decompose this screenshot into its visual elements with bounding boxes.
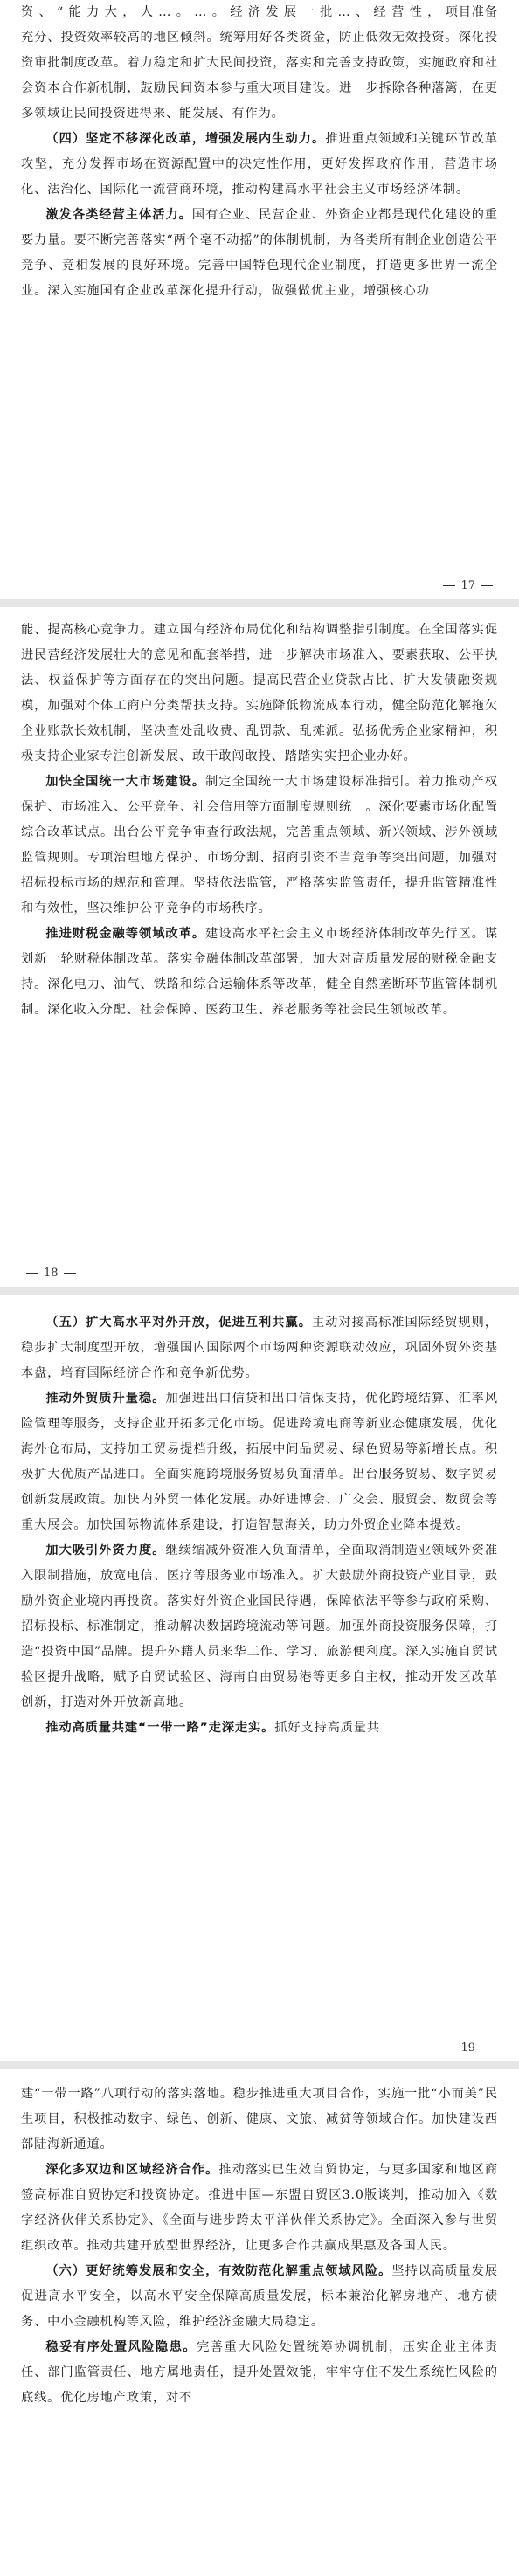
paragraph <box>21 1386 498 1538</box>
paragraph <box>21 922 498 1023</box>
page-divider <box>0 1287 519 1295</box>
paragraph-lead: 激发各类经营主体活力。 <box>45 208 192 222</box>
paragraph <box>21 2259 498 2335</box>
page-number <box>21 1264 498 1281</box>
paragraph-text: 能、提高核心竞争力。建立国有经济布局优化和结构调整指引制度。在全国落实促进民营经济发展壮大的意见和配套举措，进一步解决市场准入、要素获取、公平执法、权益保护等方面存在的突出问题。提高民营企业贷款占比、扩大发债融资规模，加强对个体工商户分类帮扶支持。实施降低物流成本行动，健全防范化解拖欠企业账款长效机制，坚决查处乱收费、乱罚款、乱摊派。弘扬优秀企业家精神，积极支持企业家专注创新发展、敢干敢闯敢投、踏踏实实把企业办好。 <box>21 623 498 763</box>
document-page-17 <box>0 0 519 575</box>
paragraph-text: 抓好支持高质量共 <box>274 1721 380 1735</box>
paragraph-lead: 稳妥有序处置风险隐患。 <box>45 2340 197 2354</box>
document-page-19 <box>0 1303 519 2037</box>
paragraph-text: 资 、 “ 能 力 大 ， 人 … 。 … 。 经 济 发 展 一 批 … 、 经 营 性 ， 项目准备充分、投资效率较高的地区倾斜。统筹用好各类资金，防止低效无效投资。深化投资审批制度改革。着力稳定和扩大民间投资，落实和完善支持政策，实施政府和社会资本合作新机制，鼓励民间资本参与重大项目建设。进一步拆除各种藩篱，在更多领域让民间投资进得来、能发展、有作为。 <box>21 5 498 121</box>
paragraph-text: 制定全国统一大市场建设标准指引。着力推动产权保护、市场准入、公平竞争、社会信用等方面制度规则统一。深化要素市场化配置综合改革试点。出台公平竞争审查行政法规，完善重点领域、新兴领域、涉外领域监管规则。专项治理地方保护、市场分割、招商引资不当竞争等突出问题，加强对招标投标市场的规范和管理。坚持依法监管，严格落实监管责任，提升监管精准性和有效性，坚决维护公平竞争的市场秩序。 <box>21 775 498 915</box>
page-divider <box>0 599 519 607</box>
paragraph-lead: 加大吸引外资力度。 <box>45 1544 166 1557</box>
paragraph-lead: 推动外贸质升量稳。 <box>45 1392 166 1405</box>
page-divider <box>0 2061 519 2069</box>
page-number-text: 19 <box>460 2041 475 2055</box>
paragraph-text: 建“一带一路”八项行动的落实落地。稳步推进重大项目合作，实施一批“小而美”民生项目，积极推动数字、绿色、创新、健康、文旅、减贫等领域合作。加快建设西部陆海新通道。 <box>21 2087 498 2151</box>
page-number-text: 17 <box>460 578 475 592</box>
paragraph <box>21 1716 498 1741</box>
paragraph <box>21 1538 498 1716</box>
paragraph <box>21 618 498 770</box>
paragraph-lead: 深化多双边和区域经济合作。 <box>45 2163 219 2177</box>
paragraph <box>21 1310 498 1386</box>
section-heading: （六）更好统筹发展和安全，有效防范化解重点领域风险。 <box>45 2264 392 2278</box>
paragraph <box>21 2335 498 2411</box>
page-number <box>0 577 498 594</box>
section-heading: （五）扩大高水平对外开放，促进互利共赢。 <box>45 1316 312 1329</box>
page-number-text: 18 <box>44 1266 59 1280</box>
paragraph-text: 推动落实已生效自贸协定，与更多国家和地区商签高标准自贸协定和投资协定。推进中国—东盟自贸区3.0版谈判，推动加入《数字经济伙伴关系协定》、《全面与进步跨太平洋伙伴关系协定》。全面深入参与世贸组织改革。推动共建开放型世界经济，让更多合作共赢成果惠及各国人民。 <box>21 2163 499 2253</box>
paragraph-text: 加强进出口信贷和出口信保支持，优化跨境结算、汇率风险管理等服务，支持企业开拓多元化市场。促进跨境电商等新业态健康发展，优化海外仓布局，支持加工贸易提档升级，拓展中间品贸易、绿色贸易等新增长点。积极扩大优质产品进口。全面实施跨境服务贸易负面清单。出台服务贸易、数字贸易创新发展政策。加快内外贸一体化发展。办好进博会、广交会、服贸会、数贸会等重大展会。加快国际物流体系建设，打造智慧海关，助力外贸企业降本提效。 <box>21 1392 498 1532</box>
paragraph <box>21 0 498 127</box>
paragraph-text: 建设高水平社会主义市场经济体制改革先行区。谋划新一轮财税体制改革。落实金融体制改革部署，加大对高质量发展的财税金融支持。深化电力、油气、铁路和综合运输体系等改革，健全自然垄断环节监管体制机制。深化收入分配、社会保障、医药卫生、养老服务等社会民生领域改革。 <box>21 927 498 1017</box>
paragraph <box>21 2158 498 2259</box>
paragraph <box>21 203 498 304</box>
paragraph-text: 继续缩减外资准入负面清单，全面取消制造业领域外资准入限制措施，放宽电信、医疗等服务业市场准入。扩大鼓励外商投资产业目录，鼓励外资企业境内再投资。落实好外资企业国民待遇，保障依法平等参与政府采购、招标投标、标准制定，推动解决数据跨境流动等问题。加强外商投资服务保障，打造“投资中国”品牌。提升外籍人员来华工作、学习、旅游便利度。深入实施自贸试验区提升战略，赋予自贸试验区、海南自由贸易港等更多自主权，推动开发区改革创新，打造对外开放新高地。 <box>21 1544 498 1709</box>
page-number <box>0 2039 498 2056</box>
paragraph <box>21 2082 498 2158</box>
paragraph <box>21 770 498 922</box>
paragraph-lead: 推进财税金融等领域改革。 <box>45 927 206 941</box>
document-page-18 <box>0 616 519 1262</box>
paragraph-text: 主动对接高标准国际经贸规则，稳步扩大制度型开放，增强国内国际两个市场两种资源联动效应，巩固外贸外资基本盘，培育国际经济合作和竞争新优势。 <box>21 1316 498 1380</box>
paragraph <box>21 127 498 203</box>
paragraph-lead: 加快全国统一大市场建设。 <box>45 775 206 789</box>
paragraph-text: 国有企业、民营企业、外资企业都是现代化建设的重要力量。要不断完善落实“两个毫不动摇”的体制机制，为各类所有制企业创造公平竞争、竞相发展的良好环境。完善中国特色现代企业制度，打造更多世界一流企业。深入实施国有企业改革深化提升行动，做强做优主业，增强核心功 <box>21 208 499 298</box>
paragraph-text: 坚持以高质量发展促进高水平安全，以高水平安全保障高质量发展，标本兼治化解房地产、地方债务、中小金融机构等风险，维护经济金融大局稳定。 <box>21 2264 498 2329</box>
paragraph-text: 推进重点领域和关键环节改革攻坚，充分发挥市场在资源配置中的决定性作用，更好发挥政府作用，营造市场化、法治化、国际化一流营商环境，推动构建高水平社会主义市场经济体制。 <box>21 132 499 197</box>
section-heading: （四）坚定不移深化改革，增强发展内生动力。 <box>45 132 326 146</box>
paragraph-text: 完善重大风险处置统筹协调机制，压实企业主体责任、部门监管责任、地方属地责任，提升处置效能，牢牢守住不发生系统性风险的底线。优化房地产政策，对不 <box>21 2340 498 2405</box>
paragraph-lead: 推动高质量共建“一带一路”走深走实。 <box>45 1721 275 1735</box>
